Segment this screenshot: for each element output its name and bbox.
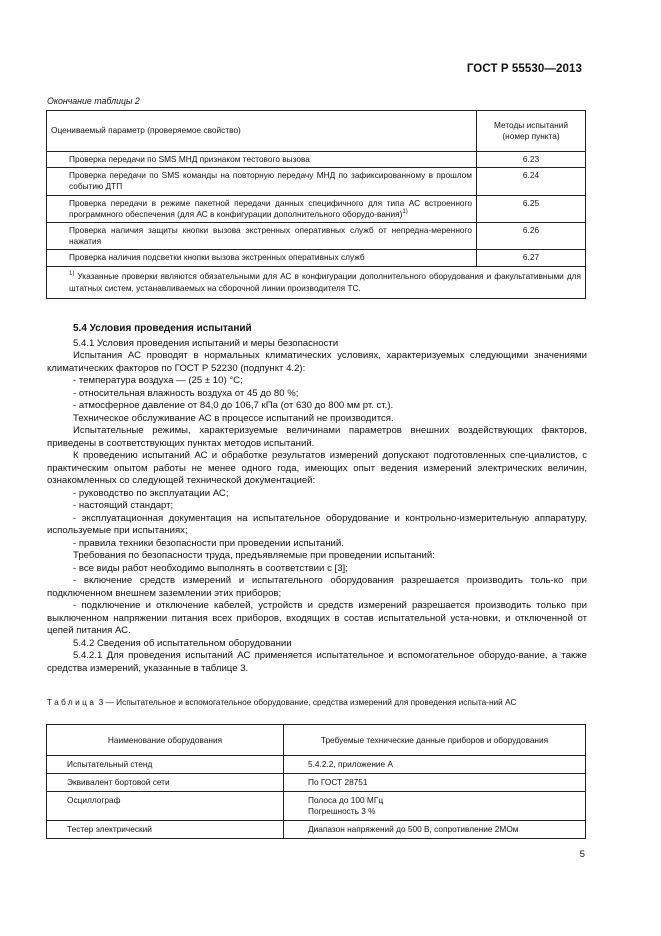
- table-row: [47, 821, 586, 839]
- method-cell: 6.26: [477, 223, 586, 250]
- column-header-methods-line2: (номер пункта): [502, 131, 560, 141]
- paragraph: К проведению испытаний АС и обработке результатов измерений допускают подготовленных спе-циалистов, с практическим опытом работы не менее одного года, имеющих опыт ведения измерений электрических величин, ознакомленных со следующей технической документацией:: [47, 450, 587, 486]
- spec-cell: 5.4.2.2, приложение А: [284, 756, 586, 774]
- spec-line: Полоса до 100 МГц: [308, 795, 384, 805]
- method-cell: 6.25: [477, 195, 586, 222]
- spec-cell: По ГОСТ 28751: [284, 774, 586, 792]
- column-header-equipment: Наименование оборудования: [47, 725, 284, 756]
- table-row: [47, 756, 586, 774]
- column-header-specs: Требуемые технические данные приборов и оборудования: [284, 725, 586, 756]
- equipment-cell: Тестер электрический: [47, 821, 284, 839]
- section-body: [47, 323, 587, 675]
- table-row: [47, 792, 586, 821]
- list-item: - включение средств измерений и испытательного оборудования разрешается производить толь-ко при подключенном внешнем заземлении этих приборов;: [47, 575, 587, 599]
- table-caption-text: 3 — Испытательное и вспомогательное оборудование, средства измерений для проведения испыта-ний АС: [98, 697, 517, 707]
- column-header-parameter: Оцениваемый параметр (проверяемое свойство): [47, 111, 477, 152]
- table-3: [46, 724, 586, 839]
- paragraph: 5.4.1 Условия проведения испытаний и меры безопасности: [73, 337, 339, 349]
- table-continuation-label: Окончание таблицы 2: [47, 96, 140, 106]
- equipment-cell: Испытательный стенд: [47, 756, 284, 774]
- spec-cell: Диапазон напряжений до 500 В, сопротивление 2МОм: [284, 821, 586, 839]
- table-footnote: [47, 266, 586, 298]
- list-item: - руководство по эксплуатации АС;: [73, 487, 229, 499]
- table-row: [47, 250, 586, 266]
- table-2: [46, 110, 586, 299]
- method-cell: 6.27: [477, 250, 586, 266]
- table-caption-word: Таблица: [47, 697, 97, 707]
- paragraph: Испытательные режимы, характеризуемые величинами параметров внешних воздействующих факторов, приведены в соответствующих пунктах методов испытаний.: [47, 425, 587, 449]
- footnote-text: Указанные проверки являются обязательными для АС в конфигурации дополнительного оборудования и факультативными для штатных систем, устанавливаемых на сборочной линии производителя ТС.: [69, 270, 581, 293]
- list-item: - правила техники безопасности при проведении испытаний.: [73, 537, 344, 549]
- column-header-methods: [477, 111, 586, 152]
- method-cell: 6.24: [477, 168, 586, 195]
- table-row: [47, 223, 586, 250]
- spec-line: Погрешность 3 %: [308, 806, 376, 816]
- paragraph: Техническое обслуживание АС в процессе испытаний не производится.: [73, 412, 394, 424]
- parameter-cell: Проверка передачи по SMS команды на повторную передачу МНД по зафиксированному в прошлом событию ДТП: [47, 168, 477, 195]
- page-number: 5: [579, 849, 585, 860]
- list-item: - все виды работ необходимо выполнять в соответствии с [3];: [73, 562, 348, 574]
- paragraph: Требования по безопасности труда, предъявляемые при проведении испытаний:: [73, 550, 435, 561]
- parameter-cell: Проверка передачи по SMS МНД признаком тестового вызова: [47, 152, 477, 168]
- table-row: [47, 774, 586, 792]
- parameter-cell: Проверка наличия защиты кнопки вызова экстренных оперативных служб от непредна-меренного нажатия: [47, 223, 477, 250]
- table-row: [47, 195, 586, 222]
- paragraph: 5.4.2.1 Для проведения испытаний АС применяется испытательное и вспомогательное оборудо-вание, а также средства измерений, указанные в таблице 3.: [47, 650, 587, 674]
- footnote-reference: 1): [402, 208, 408, 215]
- list-item: - атмосферное давление от 84,0 до 106,7 кПа (от 630 до 800 мм рт. ст.).: [73, 400, 394, 411]
- list-item: - температура воздуха — (25 ± 10) °С;: [73, 375, 243, 386]
- parameter-cell: Проверка наличия подсветки кнопки вызова экстренных оперативных служб: [47, 250, 477, 266]
- section-heading: 5.4 Условия проведения испытаний: [73, 323, 252, 334]
- table-footnote-row: [47, 266, 586, 298]
- parameter-text: Проверка передачи в режиме пакетной передачи данных специфичного для типа АС встроенного программного обеспечения (для АС в конфигурации дополнительного оборудо-вания): [69, 197, 472, 219]
- spec-cell: [284, 792, 586, 821]
- table-row: [47, 152, 586, 168]
- equipment-cell: Осциллограф: [47, 792, 284, 821]
- list-item: - подключение и отключение кабелей, устройств и средств измерений разрешается производить только при выключенном напряжении питания всех приборов, входящих в состав испытательной уста-новки, и отключенной от цепей питания АС.: [47, 600, 587, 636]
- footnote-mark: 1): [69, 270, 75, 277]
- equipment-cell: Эквивалент бортовой сети: [47, 774, 284, 792]
- table-3-caption: [47, 697, 587, 708]
- table-header-row: [47, 111, 586, 152]
- list-item: - относительная влажность воздуха от 45 до 80 %;: [73, 387, 299, 399]
- paragraph: Испытания АС проводят в нормальных климатических условиях, характеризуемых следующими значениями климатических факторов по ГОСТ Р 52230 (подпункт 4.2):: [47, 350, 587, 374]
- list-item: - эксплуатационная документация на испытательное оборудование и контрольно-измерительную аппаратуру, используемые при испытаниях;: [47, 512, 587, 536]
- column-header-methods-line1: Методы испытаний: [493, 119, 568, 130]
- table-row: [47, 168, 586, 195]
- table-header-row: [47, 725, 586, 756]
- parameter-cell: [47, 195, 477, 222]
- list-item: - настоящий стандарт;: [73, 500, 174, 511]
- document-standard-number: ГОСТ Р 55530—2013: [466, 63, 582, 75]
- subsection-heading: 5.4.2 Сведения об испытательном оборудовании: [73, 637, 292, 649]
- method-cell: 6.23: [477, 152, 586, 168]
